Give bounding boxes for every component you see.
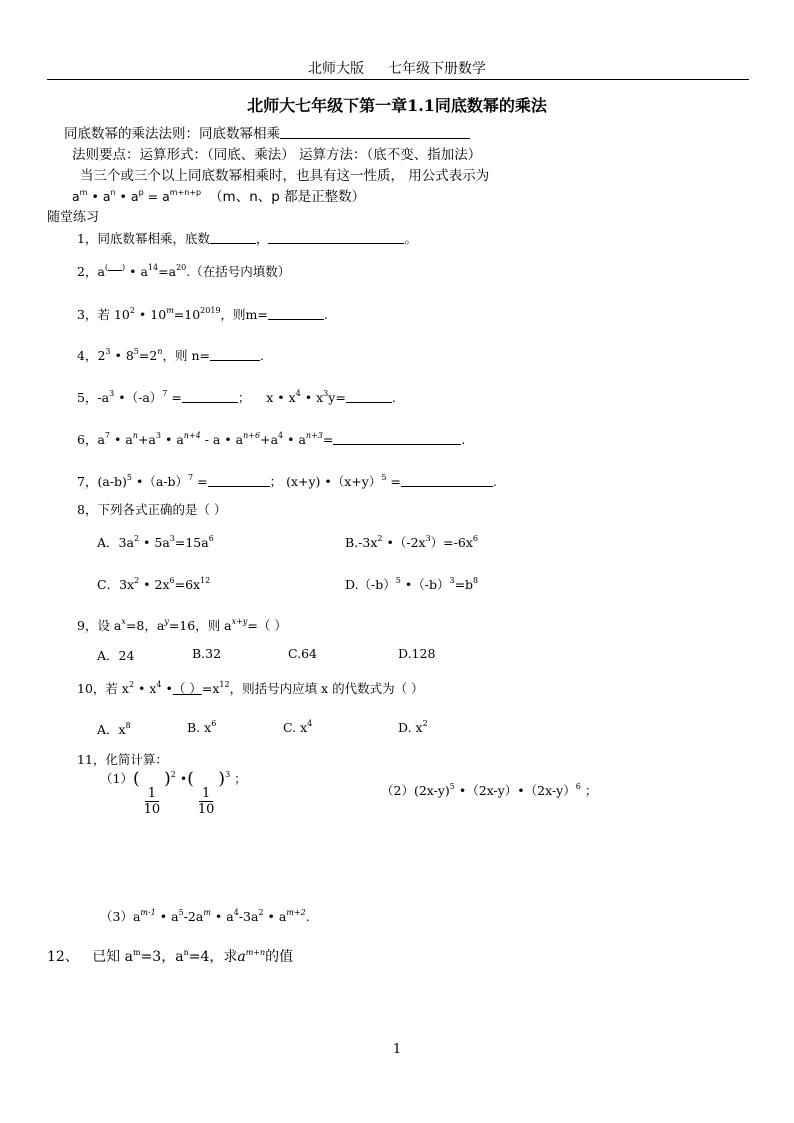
question-9-stem: 9，设 $a^x=8$，$a^y=16$，则 $a^{x+y}=$（ ） [77,617,287,633]
fraction: $\frac{1}{10}$ [197,786,215,817]
page-header [0,58,794,78]
answer-paren[interactable]: （ ） [172,681,202,696]
question-11-stem: 11，化简计算： [77,752,168,767]
question-9-option-b[interactable]: B.32 [192,646,222,661]
question-5: 5，$-a^3$ $•(-a)^7$ = ； x • $x^4$ • $x^3y=$ . [77,389,396,405]
question-9-option-c[interactable]: C.64 [288,646,317,661]
intro-formula: $a^m$ • $a^n$ • $a^p = a^{m+n+p}$ （m、n、p 都是正整数） [72,188,366,205]
header-divider [47,79,749,80]
header-course: 七年级下册数学 [388,61,486,77]
intro-multi: 当三个或三个以上同底数幂相乘时，也具有这一性质， 用公式表示为 [80,168,490,184]
question-8-option-a[interactable]: A．$3a^2$ • $5a^3=15a^6$ [97,534,214,550]
fraction: $\frac{1}{10}$ [143,786,161,817]
section-label: 随堂练习 [47,210,100,225]
answer-blank[interactable] [108,266,122,271]
question-11-part-3: $(3)a^{m-1}$ • $a^5-2a^m$ • $a^4-3a^2$ • $a^{m+2}$. [100,908,310,924]
question-10-option-c[interactable]: C. $x^4$ [283,719,313,735]
question-7: 7，$(a-b)^5$ $•(a-b)^7$ = ； (x+y) $•(x+y)^5$ = . [77,473,497,489]
question-10-stem: 10，若 $x^2$ • $x^4$ •（ ）$=x^{12}$，则括号内应填 x 的代数式为（ ） [77,680,424,696]
answer-blank[interactable] [346,391,392,403]
question-10-option-b[interactable]: B. $x^6$ [187,719,217,735]
question-10-option-a[interactable]: A．$x^8$ [97,721,131,737]
page-title: 北师大七年级下第一章1.1同底数幂的乘法 [247,96,547,115]
question-10-option-d[interactable]: D. $x^2$ [398,719,428,735]
header-publisher: 北师大版 [308,61,364,77]
answer-blank[interactable] [280,127,470,139]
answer-blank[interactable] [182,391,238,403]
question-8-option-b[interactable]: $B.-3x^2$ $•(-2x^3)=-6x^6$ [345,534,478,550]
question-6: 6，$a^7$ • $a^n+a^3$ • $a^{n+4}$ - a • $a^{n+6}+a^4$ • $a^{n+3}=$ . [77,431,466,447]
question-12: 12、 已知 $a^m=3$，$a^n=4$，求$a^{m+n}$的值 [47,948,294,965]
question-3: 3，若 $10^2$ • $10^m=10^{2019}$，则m= . [77,306,328,322]
question-2: 2，a( ) • $a^{14}=a^{20}$.（在括号内填数） [77,263,291,279]
answer-blank[interactable] [268,232,404,244]
answer-blank[interactable] [268,308,324,320]
answer-blank[interactable] [208,475,270,487]
intro-rule-text: 同底数幂的乘法法则：同底数幂相乘 [64,126,280,142]
answer-blank[interactable] [210,349,260,361]
question-9-option-d[interactable]: D.128 [398,646,436,661]
question-8-option-d[interactable]: $D.(-b)^5$ $•(-b)^3=b^8$ [345,576,479,592]
intro-rule [64,122,470,142]
answer-blank[interactable] [401,475,493,487]
question-11-part-2: $(2)(2x-y)^5$ $•(2x-y)•(2x-y)^6$ ； [381,782,598,798]
question-8-option-c[interactable]: C．$3x^2$ • $2x^6=6x^{12}$ [97,576,211,592]
answer-blank[interactable] [210,232,256,244]
intro-points: 法则要点：运算形式：（同底、乘法） 运算方法：（底不变、指加法） [72,147,482,163]
question-1: 1，同底数幂相乘，底数 ， 。 [77,231,417,246]
question-9-option-a[interactable]: A．24 [97,648,135,663]
page-number: 1 [392,1042,402,1057]
question-8-stem: 8，下列各式正确的是（ ） [77,502,227,517]
question-11-part-1: （1）( $\frac{1}{10}$ )$^2$ •( $\frac{1}{10}$ )$^3$ ； [100,769,247,817]
answer-blank[interactable] [333,433,461,445]
question-4: 4，$2^3$ • $8^5=2^n$，则 n= . [77,347,264,363]
